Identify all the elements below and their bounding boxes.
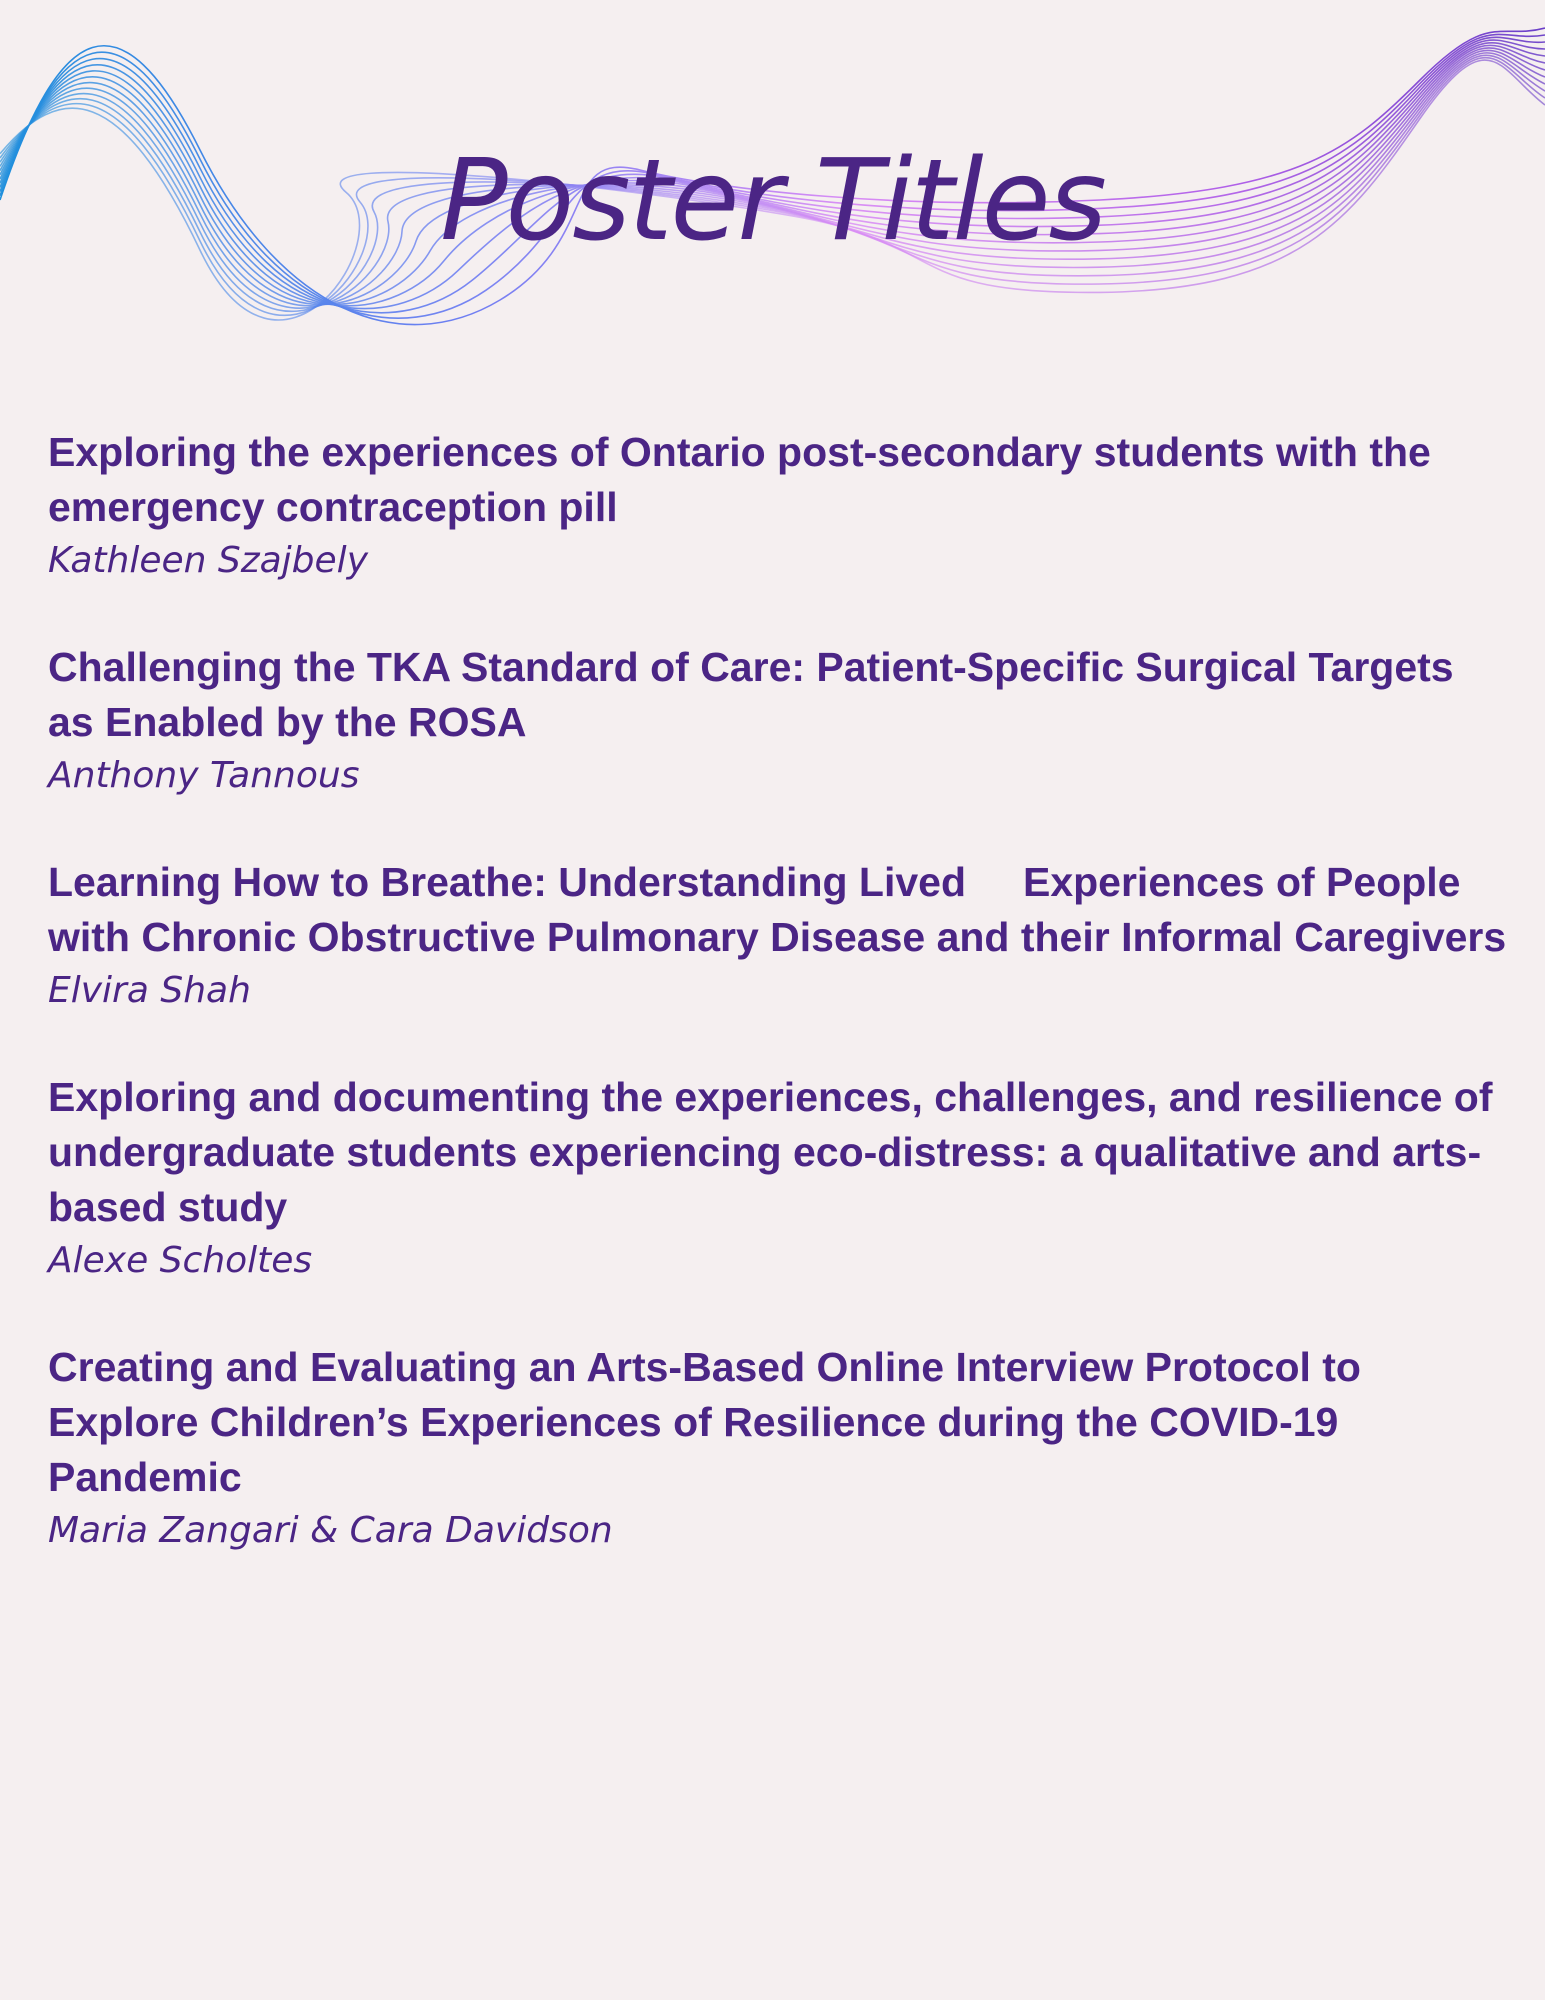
poster-item (48, 1340, 1508, 1557)
poster-author: Maria Zangari & Cara Davidson (48, 1510, 613, 1551)
poster-title: Creating and Evaluating an Arts-Based Online Interview Protocol to Explore Children’s Experiences of Resilience during the COVID-19 Pandemic (48, 1344, 1361, 1500)
page-title: Poster Titles (440, 136, 1105, 266)
poster-author: Anthony Tannous (48, 755, 360, 796)
poster-title: Exploring the experiences of Ontario post-secondary students with the emergency contraception pill (48, 429, 1431, 530)
poster-item (48, 640, 1508, 802)
poster-author: Kathleen Szajbely (48, 540, 368, 581)
poster-author: Elvira Shah (48, 970, 251, 1011)
poster-item (48, 855, 1508, 1017)
poster-title: Learning How to Breathe: Understanding Lived Experiences of People with Chronic Obstructive Pulmonary Disease and their Informal Caregivers (48, 859, 1507, 960)
poster-author: Alexe Scholtes (48, 1240, 313, 1281)
poster-list (48, 425, 1508, 1610)
poster-item (48, 1070, 1508, 1287)
poster-title: Challenging the TKA Standard of Care: Patient-Specific Surgical Targets as Enabled by the ROSA (48, 644, 1454, 745)
poster-title: Exploring and documenting the experiences, challenges, and resilience of undergraduate students experiencing eco-distress: a qualitative and arts-based study (48, 1074, 1493, 1230)
poster-item (48, 425, 1508, 587)
